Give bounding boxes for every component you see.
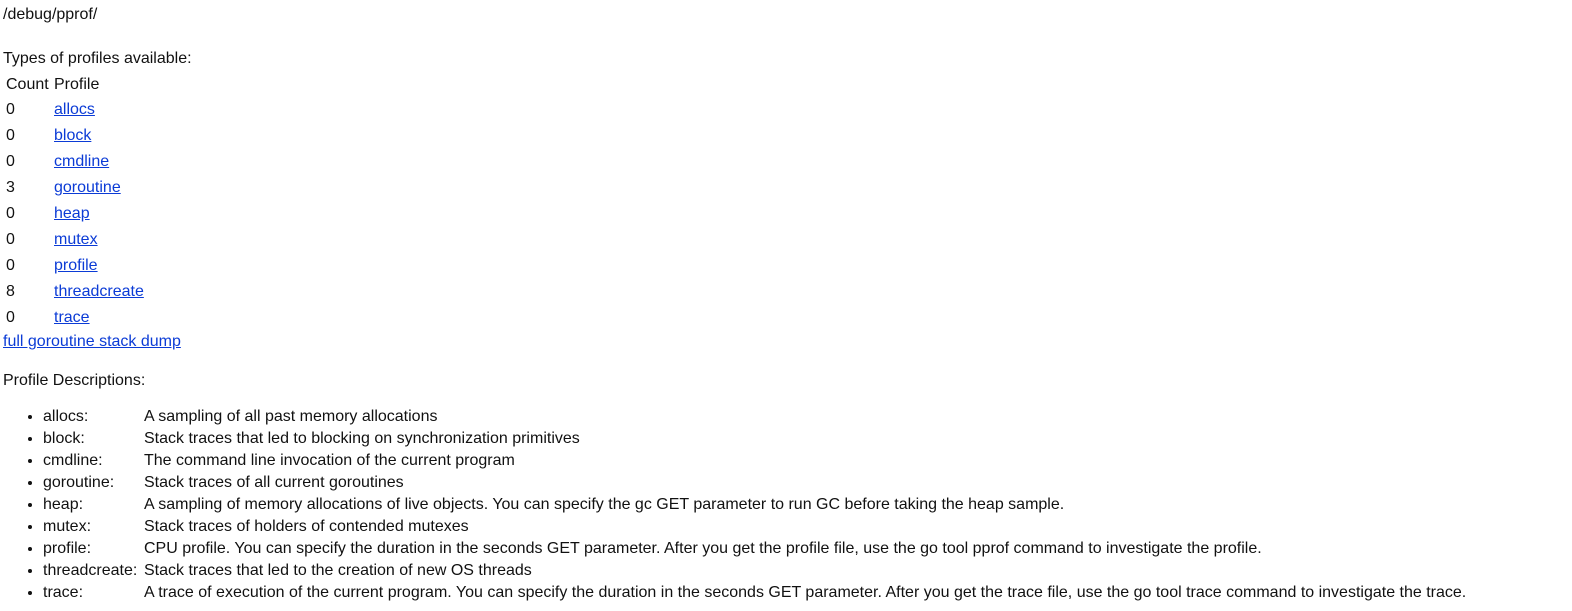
list-item	[43, 494, 1466, 516]
description-text: Stack traces of holders of contended mutexes	[144, 518, 469, 535]
profile-count: 0	[6, 127, 15, 144]
list-item	[43, 450, 1466, 472]
description-name: allocs:	[43, 408, 89, 425]
profile-count: 3	[6, 179, 15, 196]
count-column-header: Count	[6, 76, 49, 93]
table-row	[5, 124, 145, 148]
table-row	[5, 150, 145, 174]
list-item	[43, 538, 1466, 560]
list-item	[43, 428, 1466, 450]
description-name: cmdline:	[43, 452, 103, 469]
table-row	[5, 228, 145, 252]
profile-count: 0	[6, 153, 15, 170]
list-item	[43, 472, 1466, 494]
description-text: Stack traces of all current goroutines	[144, 474, 404, 491]
description-name: goroutine:	[43, 474, 115, 491]
description-text: A sampling of memory allocations of live objects. You can specify the gc GET parameter to run GC before taking the heap sample.	[144, 496, 1065, 513]
list-item	[43, 582, 1466, 604]
profile-link-allocs[interactable]: allocs	[54, 101, 95, 118]
description-name: trace:	[43, 584, 84, 601]
profile-table	[3, 72, 147, 332]
table-header-row	[5, 74, 145, 96]
profile-link-mutex[interactable]: mutex	[54, 231, 98, 248]
profile-link-block[interactable]: block	[54, 127, 92, 144]
description-name: profile:	[43, 540, 92, 557]
description-name: heap:	[43, 496, 84, 513]
profile-count: 0	[6, 309, 15, 326]
table-row	[5, 98, 145, 122]
description-text: Stack traces that led to blocking on synchronization primitives	[144, 430, 580, 447]
profile-link-trace[interactable]: trace	[54, 309, 90, 326]
profile-link-cmdline[interactable]: cmdline	[54, 153, 110, 170]
description-name: mutex:	[43, 518, 92, 535]
description-name: block:	[43, 430, 85, 447]
table-row	[5, 202, 145, 226]
description-text: The command line invocation of the current program	[144, 452, 515, 469]
description-text: A sampling of all past memory allocations	[144, 408, 438, 425]
list-item	[43, 516, 1466, 538]
description-text: CPU profile. You can specify the duration in the seconds GET parameter. After you get the profile file, use the go tool pprof command to investigate the profile.	[144, 540, 1262, 557]
descriptions-list	[0, 406, 1466, 604]
table-row	[5, 176, 145, 200]
profile-link-threadcreate[interactable]: threadcreate	[54, 283, 144, 300]
profile-count: 0	[6, 205, 15, 222]
page-path: /debug/pprof/	[3, 6, 98, 23]
table-row	[5, 254, 145, 278]
descriptions-heading: Profile Descriptions:	[3, 372, 146, 389]
profile-count: 0	[6, 101, 15, 118]
profile-count: 0	[6, 231, 15, 248]
description-text: A trace of execution of the current program. You can specify the duration in the seconds GET parameter. After you get the trace file, use the go tool trace command to investigate the trace.	[144, 584, 1467, 601]
profile-link-profile[interactable]: profile	[54, 257, 98, 274]
table-row	[5, 280, 145, 304]
full-goroutine-stack-dump-link[interactable]: full goroutine stack dump	[3, 333, 181, 350]
profile-column-header: Profile	[54, 76, 100, 93]
table-row	[5, 306, 145, 330]
profile-count: 0	[6, 257, 15, 274]
list-item	[43, 406, 1466, 428]
description-text: Stack traces that led to the creation of new OS threads	[144, 562, 532, 579]
description-name: threadcreate:	[43, 562, 138, 579]
list-item	[43, 560, 1466, 582]
profile-count: 8	[6, 283, 15, 300]
profile-link-goroutine[interactable]: goroutine	[54, 179, 121, 196]
types-heading: Types of profiles available:	[3, 50, 192, 67]
profile-link-heap[interactable]: heap	[54, 205, 90, 222]
